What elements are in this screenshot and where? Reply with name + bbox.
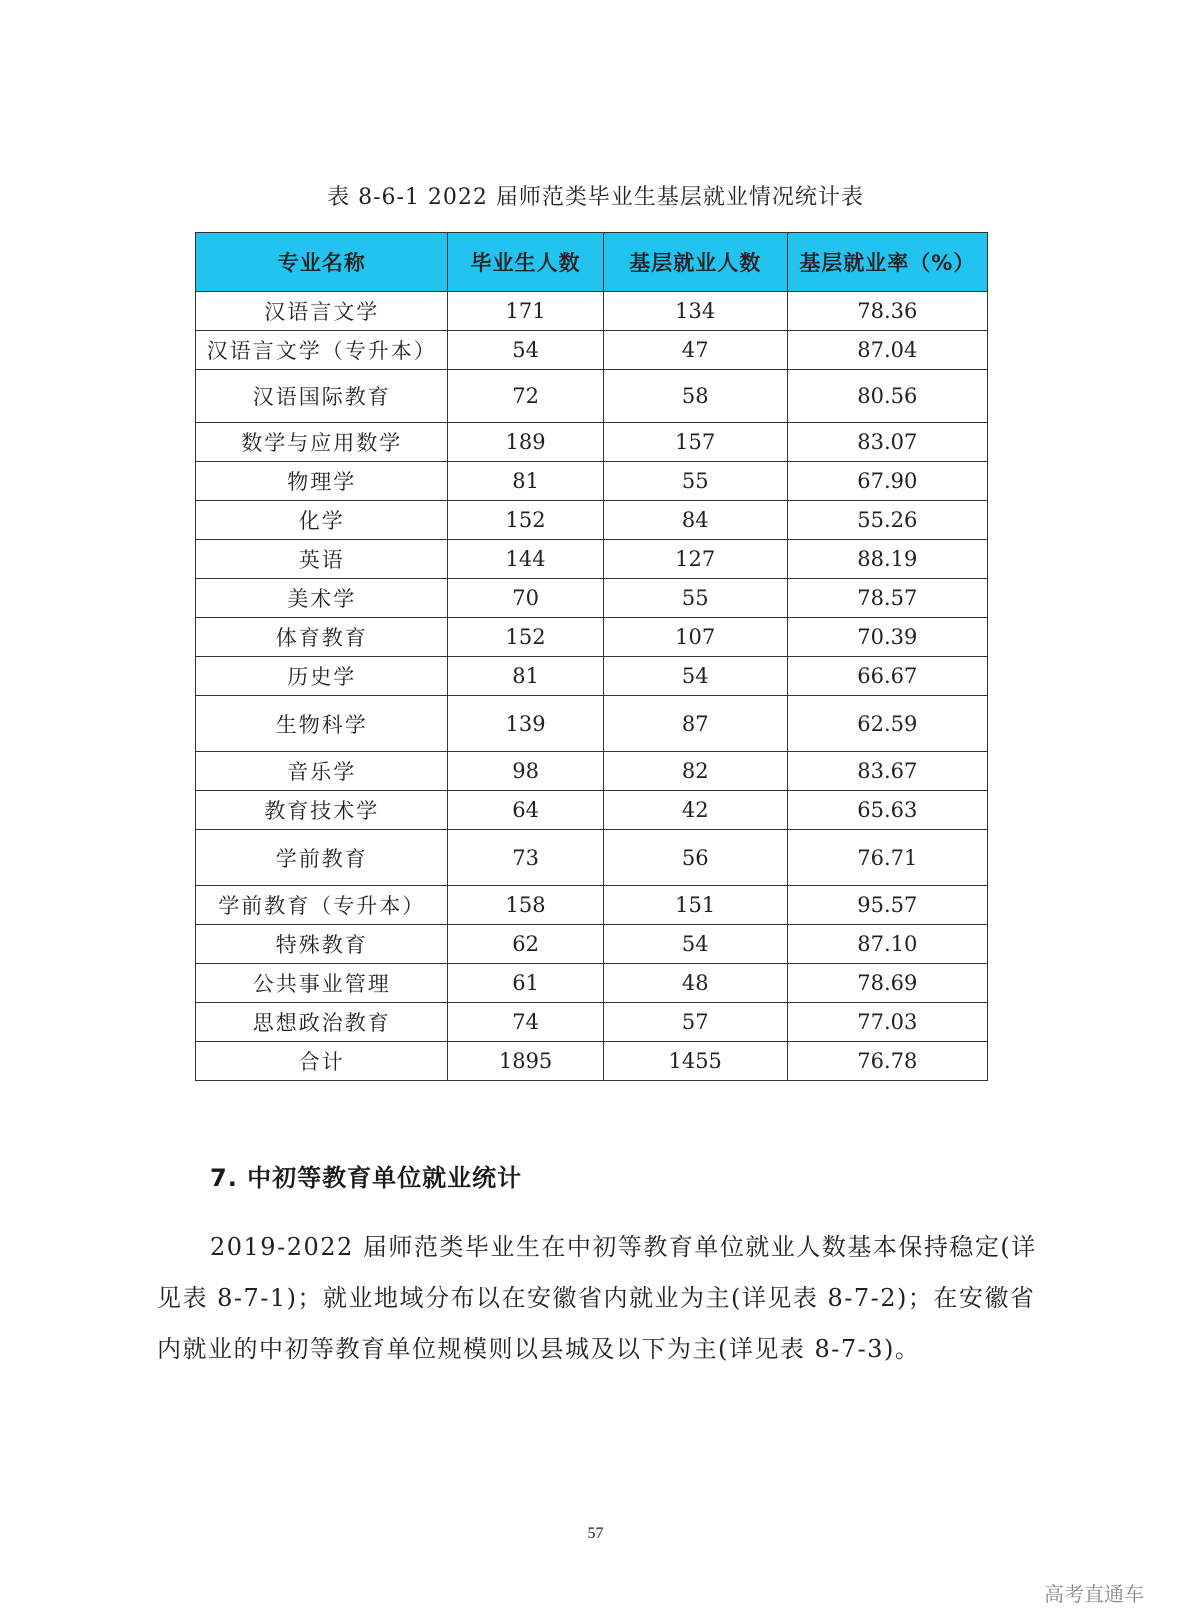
table-row xyxy=(196,423,988,462)
cell-grassroots: 107 xyxy=(603,618,787,657)
cell-graduates: 139 xyxy=(448,696,603,752)
column-header-grassroots: 基层就业人数 xyxy=(603,233,787,292)
cell-major: 思想政治教育 xyxy=(196,1003,448,1042)
cell-rate: 87.04 xyxy=(787,331,987,370)
cell-graduates: 152 xyxy=(448,501,603,540)
table-row xyxy=(196,696,988,752)
cell-rate: 70.39 xyxy=(787,618,987,657)
cell-rate: 62.59 xyxy=(787,696,987,752)
cell-grassroots: 57 xyxy=(603,1003,787,1042)
cell-rate: 67.90 xyxy=(787,462,987,501)
cell-major: 音乐学 xyxy=(196,752,448,791)
table-row xyxy=(196,540,988,579)
cell-graduates: 64 xyxy=(448,791,603,830)
cell-rate: 78.57 xyxy=(787,579,987,618)
page-number: 57 xyxy=(587,1525,604,1542)
cell-grassroots: 47 xyxy=(603,331,787,370)
cell-major: 数学与应用数学 xyxy=(196,423,448,462)
cell-grassroots: 55 xyxy=(603,579,787,618)
cell-graduates: 171 xyxy=(448,292,603,331)
section-heading: 7. 中初等教育单位就业统计 xyxy=(210,1164,523,1192)
cell-major: 合计 xyxy=(196,1042,448,1081)
cell-rate: 80.56 xyxy=(787,370,987,423)
table-row xyxy=(196,791,988,830)
table-caption: 表 8-6-1 2022 届师范类毕业生基层就业情况统计表 xyxy=(327,185,864,210)
cell-major: 化学 xyxy=(196,501,448,540)
cell-rate: 88.19 xyxy=(787,540,987,579)
cell-major: 汉语言文学（专升本） xyxy=(196,331,448,370)
table-row xyxy=(196,657,988,696)
cell-rate: 87.10 xyxy=(787,925,987,964)
cell-rate: 65.63 xyxy=(787,791,987,830)
cell-graduates: 144 xyxy=(448,540,603,579)
table-header-row xyxy=(196,233,988,292)
cell-grassroots: 54 xyxy=(603,657,787,696)
cell-graduates: 189 xyxy=(448,423,603,462)
cell-grassroots: 58 xyxy=(603,370,787,423)
cell-rate: 78.36 xyxy=(787,292,987,331)
cell-rate: 78.69 xyxy=(787,964,987,1003)
cell-rate: 76.71 xyxy=(787,830,987,886)
cell-grassroots: 48 xyxy=(603,964,787,1003)
cell-graduates: 98 xyxy=(448,752,603,791)
table-row xyxy=(196,579,988,618)
employment-stats-table xyxy=(195,232,988,1081)
table-row xyxy=(196,370,988,423)
cell-rate: 83.07 xyxy=(787,423,987,462)
table-row xyxy=(196,886,988,925)
cell-grassroots: 54 xyxy=(603,925,787,964)
cell-grassroots: 157 xyxy=(603,423,787,462)
cell-major: 学前教育 xyxy=(196,830,448,886)
cell-graduates: 54 xyxy=(448,331,603,370)
body-paragraph: 2019-2022 届师范类毕业生在中初等教育单位就业人数基本保持稳定(详见表 8-7-1)；就业地域分布以在安徽省内就业为主(详见表 8-7-2)；在安徽省内就业的中初等教育单位规模则以县城及以下为主(详见表 8-7-3)。 xyxy=(157,1233,1037,1363)
cell-major: 汉语言文学 xyxy=(196,292,448,331)
cell-grassroots: 82 xyxy=(603,752,787,791)
cell-major: 美术学 xyxy=(196,579,448,618)
table-row xyxy=(196,618,988,657)
cell-rate: 55.26 xyxy=(787,501,987,540)
watermark-logo: 高考直通车 xyxy=(1044,1582,1144,1606)
cell-graduates: 72 xyxy=(448,370,603,423)
cell-graduates: 62 xyxy=(448,925,603,964)
cell-major: 学前教育（专升本） xyxy=(196,886,448,925)
cell-grassroots: 84 xyxy=(603,501,787,540)
cell-graduates: 152 xyxy=(448,618,603,657)
column-header-rate: 基层就业率（%） xyxy=(787,233,987,292)
cell-rate: 77.03 xyxy=(787,1003,987,1042)
table-total-row xyxy=(196,1042,988,1081)
table-row xyxy=(196,462,988,501)
table-row xyxy=(196,925,988,964)
cell-graduates: 81 xyxy=(448,462,603,501)
table-row xyxy=(196,501,988,540)
cell-graduates: 73 xyxy=(448,830,603,886)
cell-graduates: 1895 xyxy=(448,1042,603,1081)
cell-graduates: 70 xyxy=(448,579,603,618)
cell-grassroots: 56 xyxy=(603,830,787,886)
cell-graduates: 74 xyxy=(448,1003,603,1042)
table-row xyxy=(196,1003,988,1042)
cell-major: 英语 xyxy=(196,540,448,579)
cell-major: 生物科学 xyxy=(196,696,448,752)
cell-grassroots: 42 xyxy=(603,791,787,830)
cell-grassroots: 87 xyxy=(603,696,787,752)
cell-grassroots: 1455 xyxy=(603,1042,787,1081)
cell-major: 特殊教育 xyxy=(196,925,448,964)
column-header-graduates: 毕业生人数 xyxy=(448,233,603,292)
table-row xyxy=(196,752,988,791)
column-header-major: 专业名称 xyxy=(196,233,448,292)
cell-major: 体育教育 xyxy=(196,618,448,657)
cell-major: 公共事业管理 xyxy=(196,964,448,1003)
cell-graduates: 158 xyxy=(448,886,603,925)
cell-grassroots: 134 xyxy=(603,292,787,331)
table-row xyxy=(196,292,988,331)
table-row xyxy=(196,331,988,370)
cell-major: 物理学 xyxy=(196,462,448,501)
cell-graduates: 81 xyxy=(448,657,603,696)
cell-grassroots: 127 xyxy=(603,540,787,579)
cell-major: 历史学 xyxy=(196,657,448,696)
cell-rate: 76.78 xyxy=(787,1042,987,1081)
table-row xyxy=(196,964,988,1003)
cell-grassroots: 55 xyxy=(603,462,787,501)
cell-major: 汉语国际教育 xyxy=(196,370,448,423)
cell-graduates: 61 xyxy=(448,964,603,1003)
table-row xyxy=(196,830,988,886)
cell-rate: 66.67 xyxy=(787,657,987,696)
cell-rate: 83.67 xyxy=(787,752,987,791)
cell-rate: 95.57 xyxy=(787,886,987,925)
cell-grassroots: 151 xyxy=(603,886,787,925)
cell-major: 教育技术学 xyxy=(196,791,448,830)
